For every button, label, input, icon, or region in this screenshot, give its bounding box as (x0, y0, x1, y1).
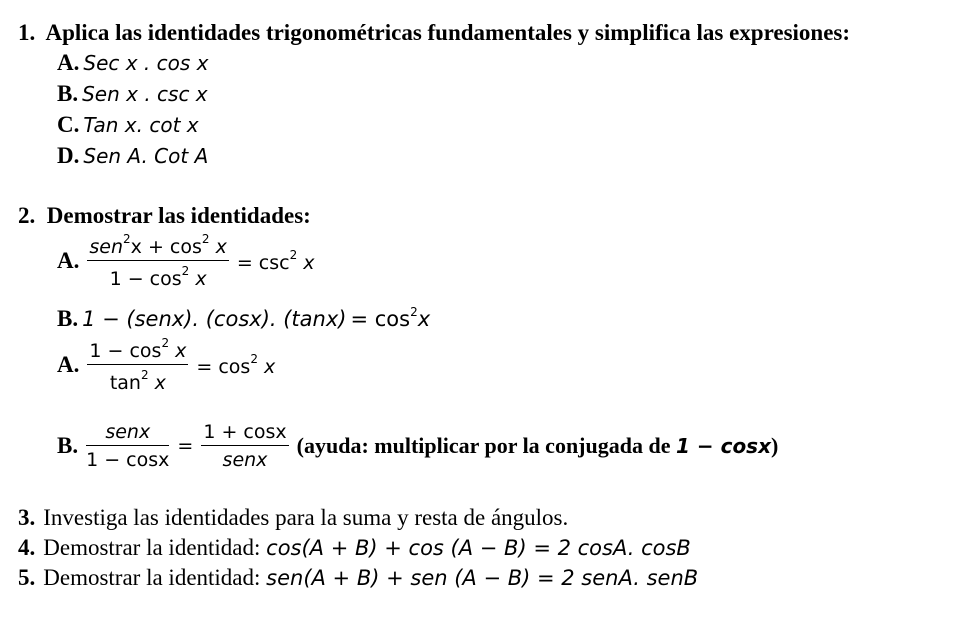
q2-a2-label: A. (57, 352, 80, 377)
q2-a2-rhs-func: = cos (196, 356, 251, 378)
q1-item-c-label: C. (57, 112, 80, 137)
question-5-expr: sen(A + B) + sen (A − B) = 2 senA. senB (266, 566, 699, 590)
q2-a2-rhs (196, 352, 276, 378)
q2-a1-num-left: sen (89, 236, 124, 258)
q2-b1-rhs-var: x (417, 307, 431, 331)
question-4-expr: cos(A + B) + cos (A − B) = 2 cosA. cosB (266, 536, 691, 560)
q2-a1-num-right: x (215, 236, 227, 258)
question-3-number: 3. (18, 505, 36, 530)
question-2-heading (18, 203, 311, 229)
q2-b2-hint (297, 433, 779, 458)
q2-a2-sup-3: 2 (250, 352, 258, 366)
q2-a2-num-left: 1 − cos (89, 340, 162, 362)
question-4-number: 4. (18, 535, 36, 560)
q2-b2-f2-numerator: 1 + cosx (201, 421, 288, 446)
q1-item-b-expr: Sen x . csc x (82, 82, 208, 106)
q2-a2-den-left: tan (109, 372, 141, 394)
q1-item-a (57, 50, 208, 76)
q2-a2-rhs-var: x (264, 356, 276, 378)
q2-a1-sup-2: 2 (201, 232, 210, 246)
q2-b2-label: B. (57, 433, 79, 458)
q2-b2-f1-numerator: senx (86, 421, 169, 446)
q1-item-b-label: B. (57, 81, 79, 106)
q2-identity-b1 (57, 305, 430, 332)
question-1-heading (18, 20, 850, 46)
q2-a1-num-mid: x + cos (130, 236, 202, 258)
q1-item-b (57, 81, 208, 107)
q2-a1-label: A. (57, 248, 80, 273)
question-5 (18, 565, 698, 591)
q2-b1-expr: 1 − (senx). (cosx). (tanx) (82, 307, 347, 331)
question-3 (18, 505, 568, 531)
q2-b2-fraction-right (201, 421, 288, 471)
question-1-title: Aplica las identidades trigonométricas fundamentales y simplifica las expresiones: (45, 20, 851, 45)
question-2-title: Demostrar las identidades: (46, 203, 311, 228)
q2-b2-f2-denominator: senx (222, 449, 268, 471)
q2-a1-den-right: x (195, 268, 207, 290)
q2-b2-f1-denominator: 1 − cosx (86, 449, 170, 471)
q2-b1-label: B. (57, 306, 79, 331)
q1-item-d-label: D. (57, 143, 80, 168)
q2-a1-numerator (87, 232, 228, 261)
q2-a1-den-left: 1 − cos (109, 268, 182, 290)
q1-item-c-expr: Tan x. cot x (83, 113, 199, 137)
q2-a2-sup-1: 2 (161, 336, 170, 350)
question-5-number: 5. (18, 565, 36, 590)
q2-a1-rhs-var: x (303, 252, 315, 274)
question-1-number: 1. (18, 20, 36, 45)
q2-b1-sup: 2 (410, 305, 418, 319)
q2-a1-rhs-func: = csc (236, 252, 290, 274)
q2-a1-sup-3: 2 (181, 264, 190, 278)
q2-a2-numerator (87, 336, 188, 365)
q2-b1-rhs-func: = cos (350, 307, 411, 331)
question-2-number: 2. (18, 203, 36, 228)
q2-a2-fraction (87, 336, 188, 394)
question-5-text: Demostrar la identidad: (43, 565, 267, 590)
q2-b2-hint-close: ) (770, 433, 779, 458)
q2-a1-rhs (236, 248, 315, 274)
question-4 (18, 535, 691, 561)
q2-a2-num-right: x (175, 340, 187, 362)
q2-identity-a2 (57, 336, 275, 394)
q2-a1-fraction (87, 232, 228, 290)
q2-b2-fraction-left (86, 421, 169, 471)
q2-b1-rhs (350, 307, 430, 331)
q2-a1-denominator (87, 261, 228, 290)
question-3-text: Investiga las identidades para la suma y resta de ángulos. (43, 505, 569, 530)
q1-item-a-expr: Sec x . cos x (83, 51, 209, 75)
q2-identity-a1 (57, 232, 315, 290)
q1-item-c (57, 112, 199, 138)
q1-item-d (57, 143, 208, 169)
q2-a2-sup-2: 2 (140, 368, 149, 382)
q2-b2-hint-text: (ayuda: multiplicar por la conjugada de (296, 433, 676, 458)
q1-item-d-expr: Sen A. Cot A (83, 144, 209, 168)
question-4-text: Demostrar la identidad: (43, 535, 267, 560)
q2-a1-sup-4: 2 (289, 248, 298, 262)
q2-a2-den-right: x (154, 372, 166, 394)
q2-a2-denominator (87, 365, 188, 394)
q2-b2-equals: = (177, 435, 194, 457)
q2-identity-b2 (57, 421, 778, 471)
q1-item-a-label: A. (57, 50, 80, 75)
q2-b2-hint-math: 1 − cosx (675, 434, 771, 458)
q2-a1-sup-1: 2 (123, 232, 131, 246)
